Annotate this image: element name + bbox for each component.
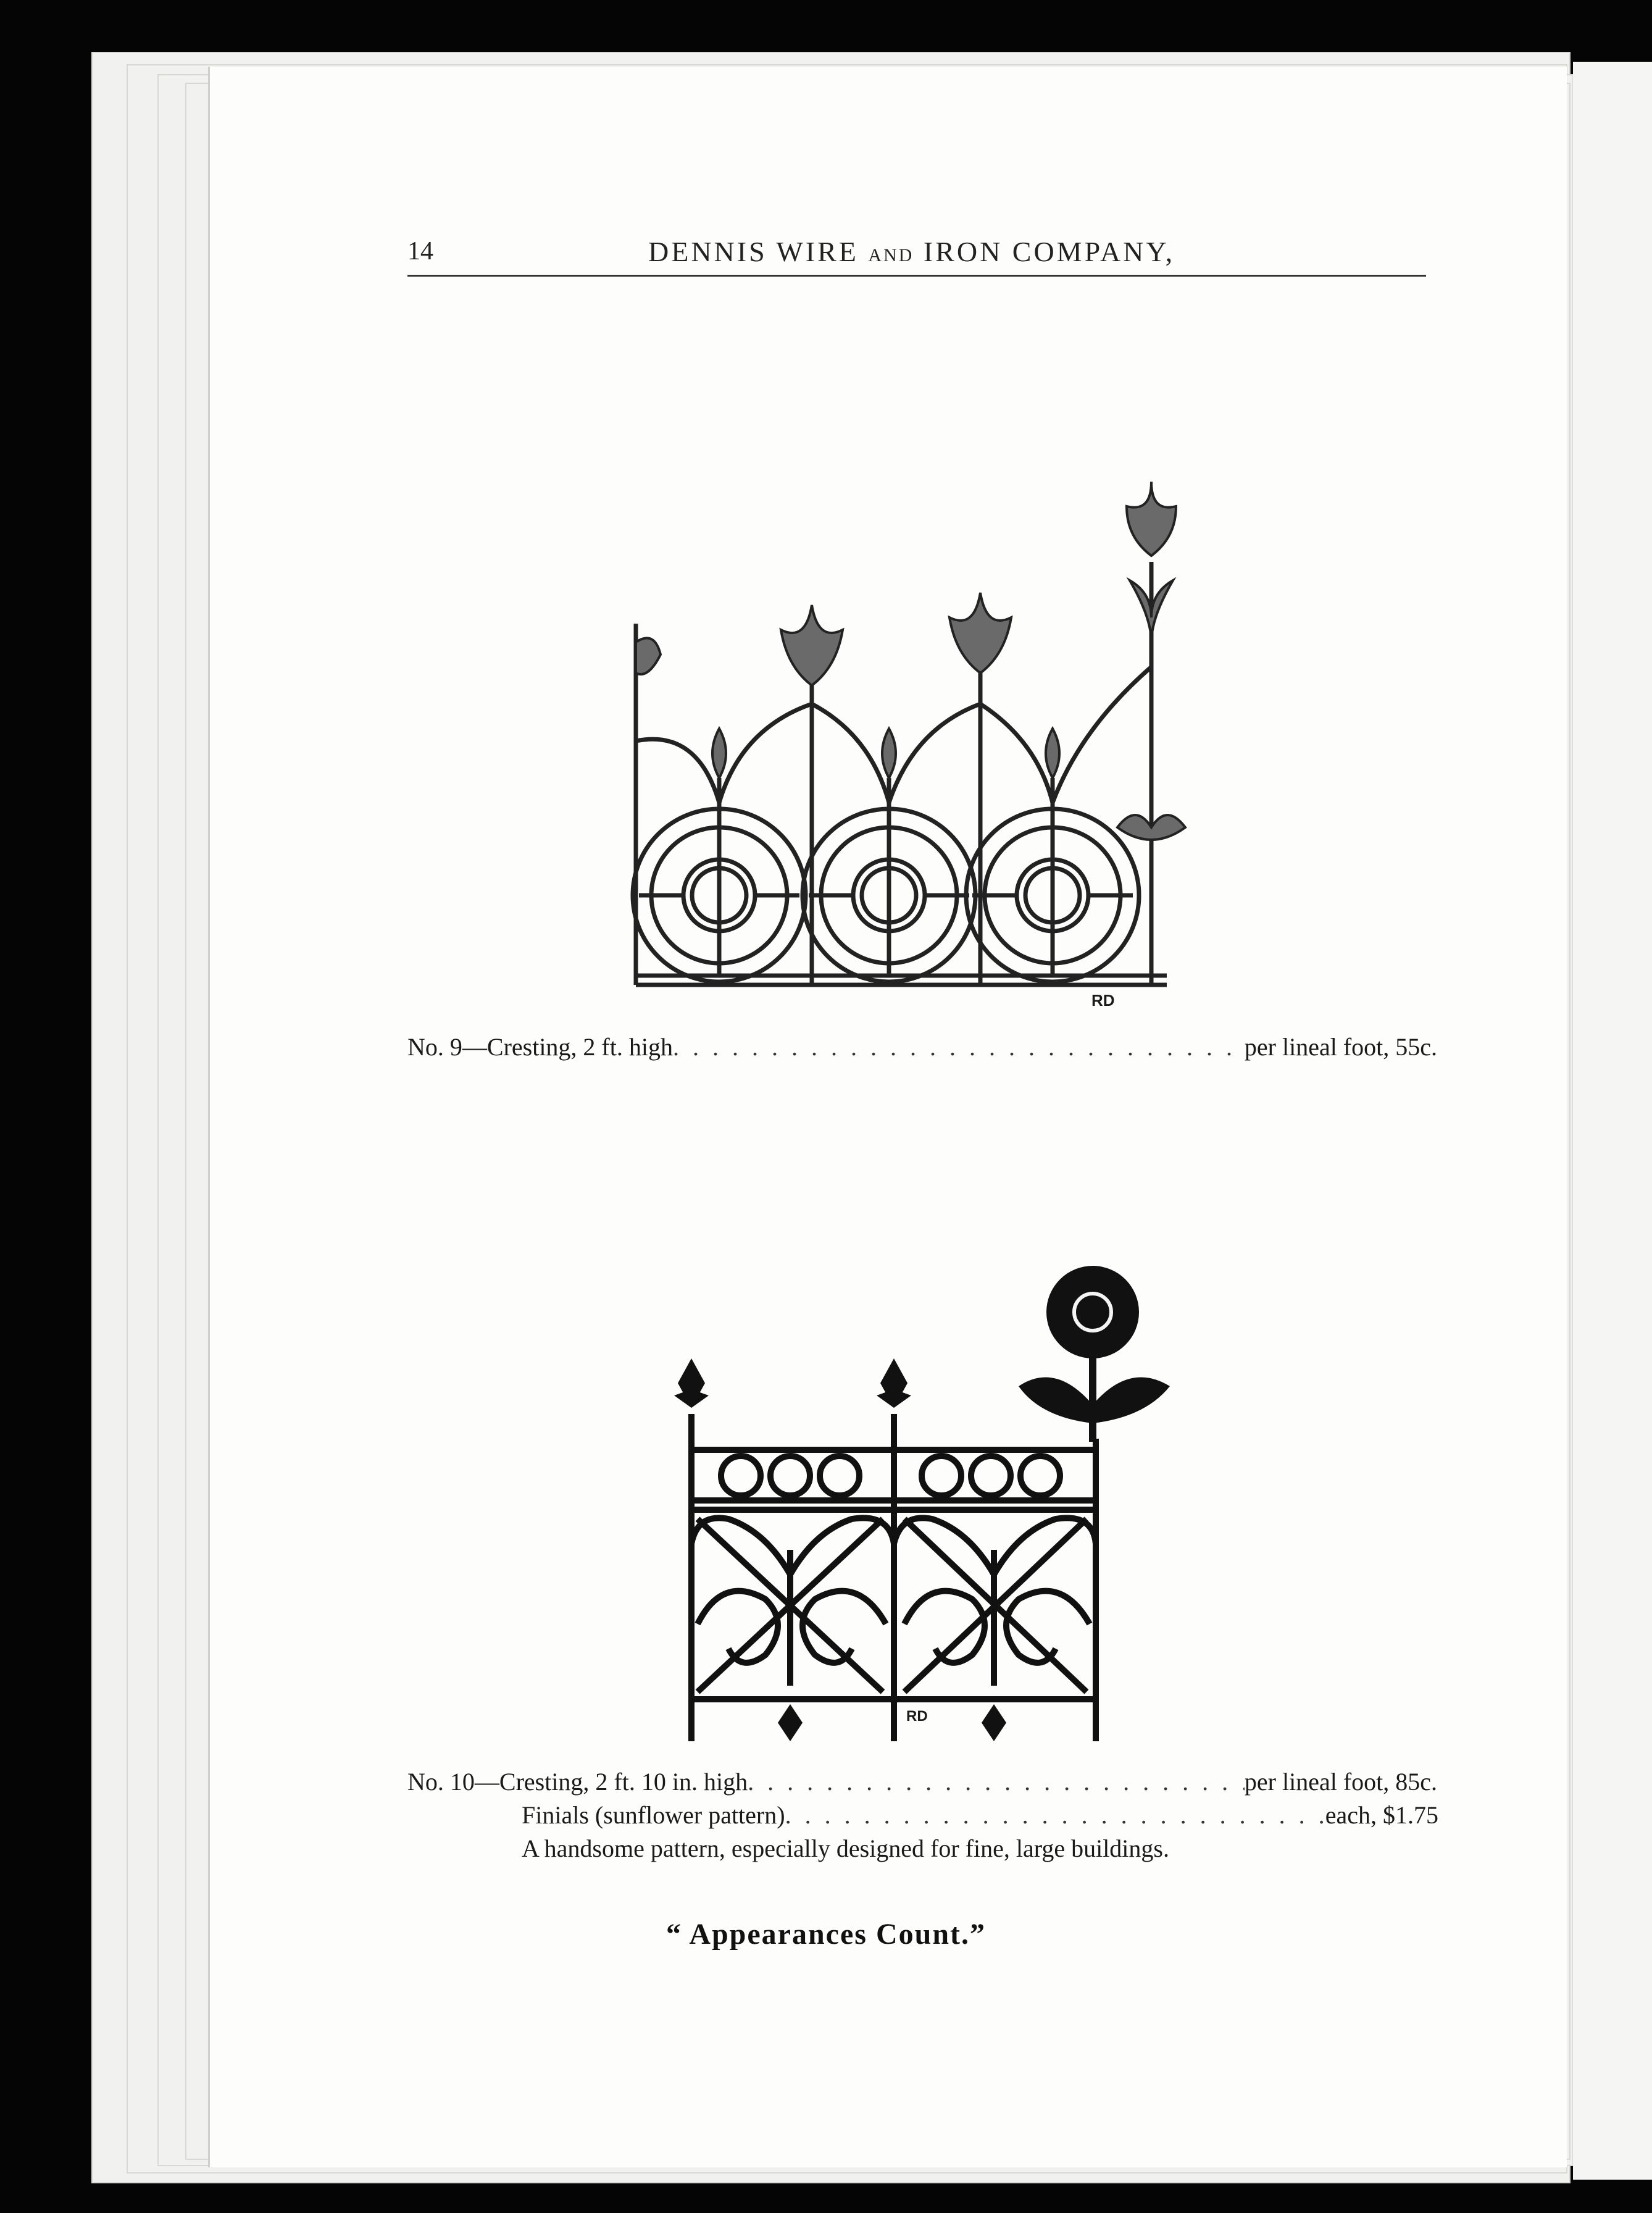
motto: “ Appearances Count.” — [665, 1918, 987, 1951]
finials-price: each, $1.75 — [1325, 1801, 1438, 1829]
item-no10-price: per lineal foot, 85c. — [1244, 1768, 1437, 1796]
leader-dots — [673, 1032, 1245, 1061]
finials-label: Finials (sunflower pattern) — [522, 1801, 785, 1829]
leader-dots — [748, 1767, 1245, 1796]
running-title: DENNIS WIRE AND IRON COMPANY, — [648, 236, 1175, 267]
item-no9-label: No. 9—Cresting, 2 ft. high — [407, 1033, 673, 1061]
facing-page-edge — [1573, 62, 1652, 2180]
cresting-no9-drawing — [624, 482, 1216, 1013]
item-no9-caption — [407, 1032, 1437, 1061]
item-no10-note: A handsome pattern, especially designed for fine, large buildings. — [522, 1834, 1169, 1862]
cresting-no10-drawing — [661, 1253, 1191, 1747]
item-no10-caption — [407, 1767, 1437, 1796]
item-no10-label: No. 10—Cresting, 2 ft. 10 in. high — [407, 1768, 748, 1796]
running-header — [407, 232, 1426, 277]
engraver-mark-no10: RD — [906, 1708, 928, 1725]
page-number: 14 — [407, 237, 433, 266]
cresting-no9-illustration — [624, 482, 1216, 1013]
item-no9-price: per lineal foot, 55c. — [1244, 1033, 1437, 1061]
leader-dots — [785, 1801, 1325, 1830]
finials-caption — [522, 1801, 1438, 1830]
cresting-no10-illustration — [661, 1253, 1191, 1747]
engraver-mark-no9: RD — [1091, 991, 1115, 1010]
